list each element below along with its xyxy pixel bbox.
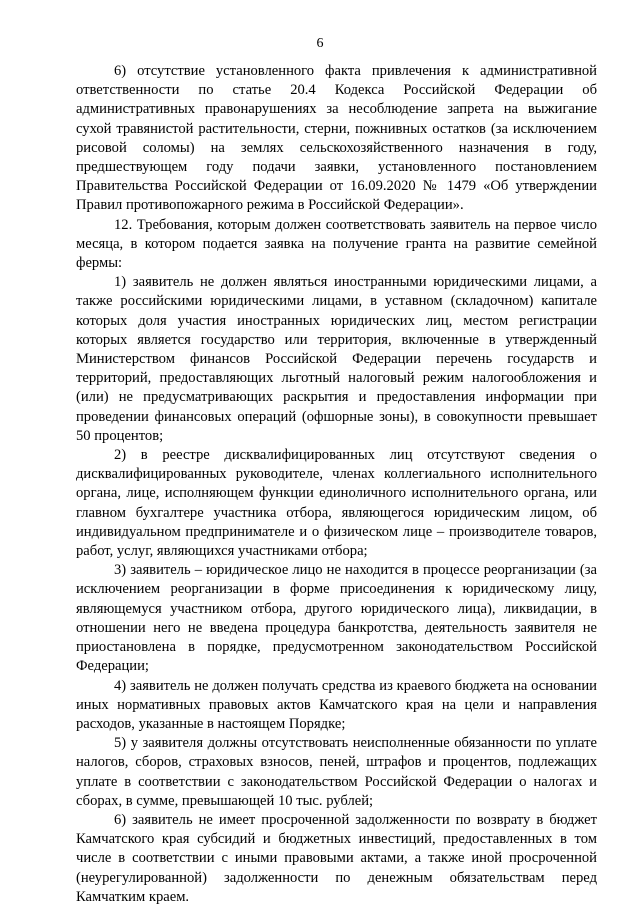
paragraph-item-6-overdue-debt: 6) заявитель не имеет просроченной задолженности по возврату в бюджет Камчатского края субсидий и бюджетных инвестиций, предоставленных в том числе в соответствии с иными правовыми актами, а также иной просроченной (неурегулированной) задолженности по денежным обязательствам перед Камчатким краем. — [76, 811, 597, 905]
paragraph-item-6-no-fire-violation: 6) отсутствие установленного факта привлечения к административной ответственности по статье 20.4 Кодекса Российской Федерации об административных правонарушениях за несоблюдение запрета на выжигание сухой травянистой растительности, стерни, пожнивных остатков (за исключением рисовой соломы) на землях сельскохозяйственного назначения в году, предшествующем году подачи заявки, установленного постановлением Правительства Российской Федерации от 16.09.2020 № 1479 «Об утверждении Правил противопожарного режима в Российской Федерации». — [76, 63, 597, 214]
document-body — [76, 62, 597, 907]
page-number: 6 — [316, 36, 324, 51]
paragraph-section-12-requirements: 12. Требования, которым должен соответствовать заявитель на первое число месяца, в котором подается заявка на получение гранта на развитие семейной фермы: — [76, 216, 597, 272]
paragraph-item-4-regional-budget: 4) заявитель не должен получать средства из краевого бюджета на основании иных нормативных правовых актов Камчатского края на цели и направления расходов, указанные в настоящем Порядке; — [76, 677, 597, 732]
paragraph-item-2-disqualified-persons: 2) в реестре дисквалифицированных лиц отсутствуют сведения о дисквалифицированных руководителе, членах коллегиального исполнительного органа, лице, исполняющем функции единоличного исполнительного органа, или главном бухгалтере участника отбора, являющегося юридическим лицом, об индивидуальном предпринимателе и о физическом лице – производителе товаров, работ, услуг, являющихся участниками отбора; — [76, 447, 597, 560]
paragraph-item-5-tax-obligations: 5) у заявителя должны отсутствовать неисполненные обязанности по уплате налогов, сборов, страховых взносов, пеней, штрафов и процентов, подлежащих уплате в соответствии с законодательством Российской Федерации о налогах и сборах, в сумме, превышающей 10 тыс. рублей; — [76, 735, 597, 809]
paragraph-item-3-reorganization: 3) заявитель – юридическое лицо не находится в процессе реорганизации (за исключением реорганизации в форме присоединения к юридическому лицу, являющемуся участником отбора, другого юридического лица), ликвидации, в отношении него не введена процедура банкротства, деятельность заявителя не приостановлена в порядке, предусмотренном законодательством Российской Федерации; — [76, 562, 597, 675]
paragraph-item-1-foreign-entities: 1) заявитель не должен являться иностранными юридическими лицами, а также российскими юридическими лицами, в уставном (складочном) капитале которых доля участия иностранных юридических лиц, местом регистрации которых является государство или территория, включенные в утвержденный Министерством финансов Российской Федерации перечень государств и территорий, предоставляющих льготный налоговый режим налогообложения и (или) не предусматривающих раскрытия и предоставления информации при проведении финансовых операций (офшорные зоны), в совокупности превышает 50 процентов; — [76, 274, 597, 444]
